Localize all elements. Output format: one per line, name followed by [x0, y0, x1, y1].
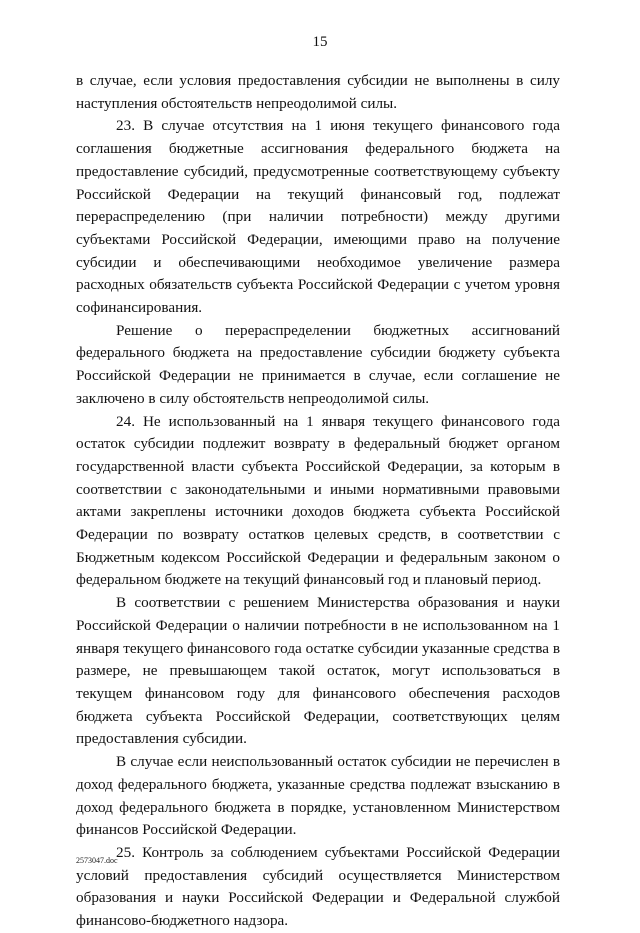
paragraph-item-24: 24. Не использованный на 1 января текущего финансового года остаток субсидии подлежит возврату в федеральный бюджет органом государственной власти субъекта Российской Федерации, за которым в соответствии с законодательными и иными нормативными правовыми актами закреплены источники доходов бюджета субъекта Российской Федерации по возврату остатков целевых средств, в соответствии с Бюджетным кодексом Российской Федерации и федеральным законом о федеральном бюджете на текущий финансовый год и плановый период. — [76, 412, 560, 589]
document-body — [76, 70, 560, 933]
document-file-code: 2573047.doc — [76, 856, 118, 865]
paragraph-continuation: в случае, если условия предоставления субсидии не выполнены в силу наступления обстоятельств непреодолимой силы. — [76, 72, 560, 112]
paragraph-redistribution-decision: Решение о перераспределении бюджетных ассигнований федерального бюджета на предоставление субсидии бюджету субъекта Российской Федерации не принимается в случае, если соглашение не заключено в силу обстоятельств непреодолимой силы. — [76, 321, 560, 407]
paragraph-item-23: 23. В случае отсутствия на 1 июня текущего финансового года соглашения бюджетные ассигнования федерального бюджета на предоставление субсидий, предусмотренные соответствующему субъекту Российской Федерации на текущий финансовый год, подлежат перераспределению (при наличии потребности) между другими субъектами Российской Федерации, имеющими право на получение субсидии и обеспечивающими необходимое увеличение размера расходных обязательств субъекта Российской Федерации с учетом уровня софинансирования. — [76, 117, 560, 317]
page-number: 15 — [312, 34, 328, 50]
paragraph-item-25: 25. Контроль за соблюдением субъектами Российской Федерации условий предоставления субсидий осуществляется Министерством образования и науки Российской Федерации и Федеральной службой финансово-бюджетного надзора. — [76, 843, 560, 930]
paragraph-ministry-decision: В соответствии с решением Министерства образования и науки Российской Федерации о наличии потребности в не использованном на 1 января текущего финансового года остатке субсидии указанные средства в размере, не превышающем такой остаток, могут использоваться в текущем финансовом году для финансового обеспечения расходов бюджета субъекта Российской Федерации, соответствующих целям предоставления субсидии. — [76, 594, 560, 748]
paragraph-recovery: В случае если неиспользованный остаток субсидии не перечислен в доход федерального бюджета, указанные средства подлежат взысканию в доход федерального бюджета в порядке, установленном Министерством финансов Российской Федерации. — [76, 753, 560, 839]
